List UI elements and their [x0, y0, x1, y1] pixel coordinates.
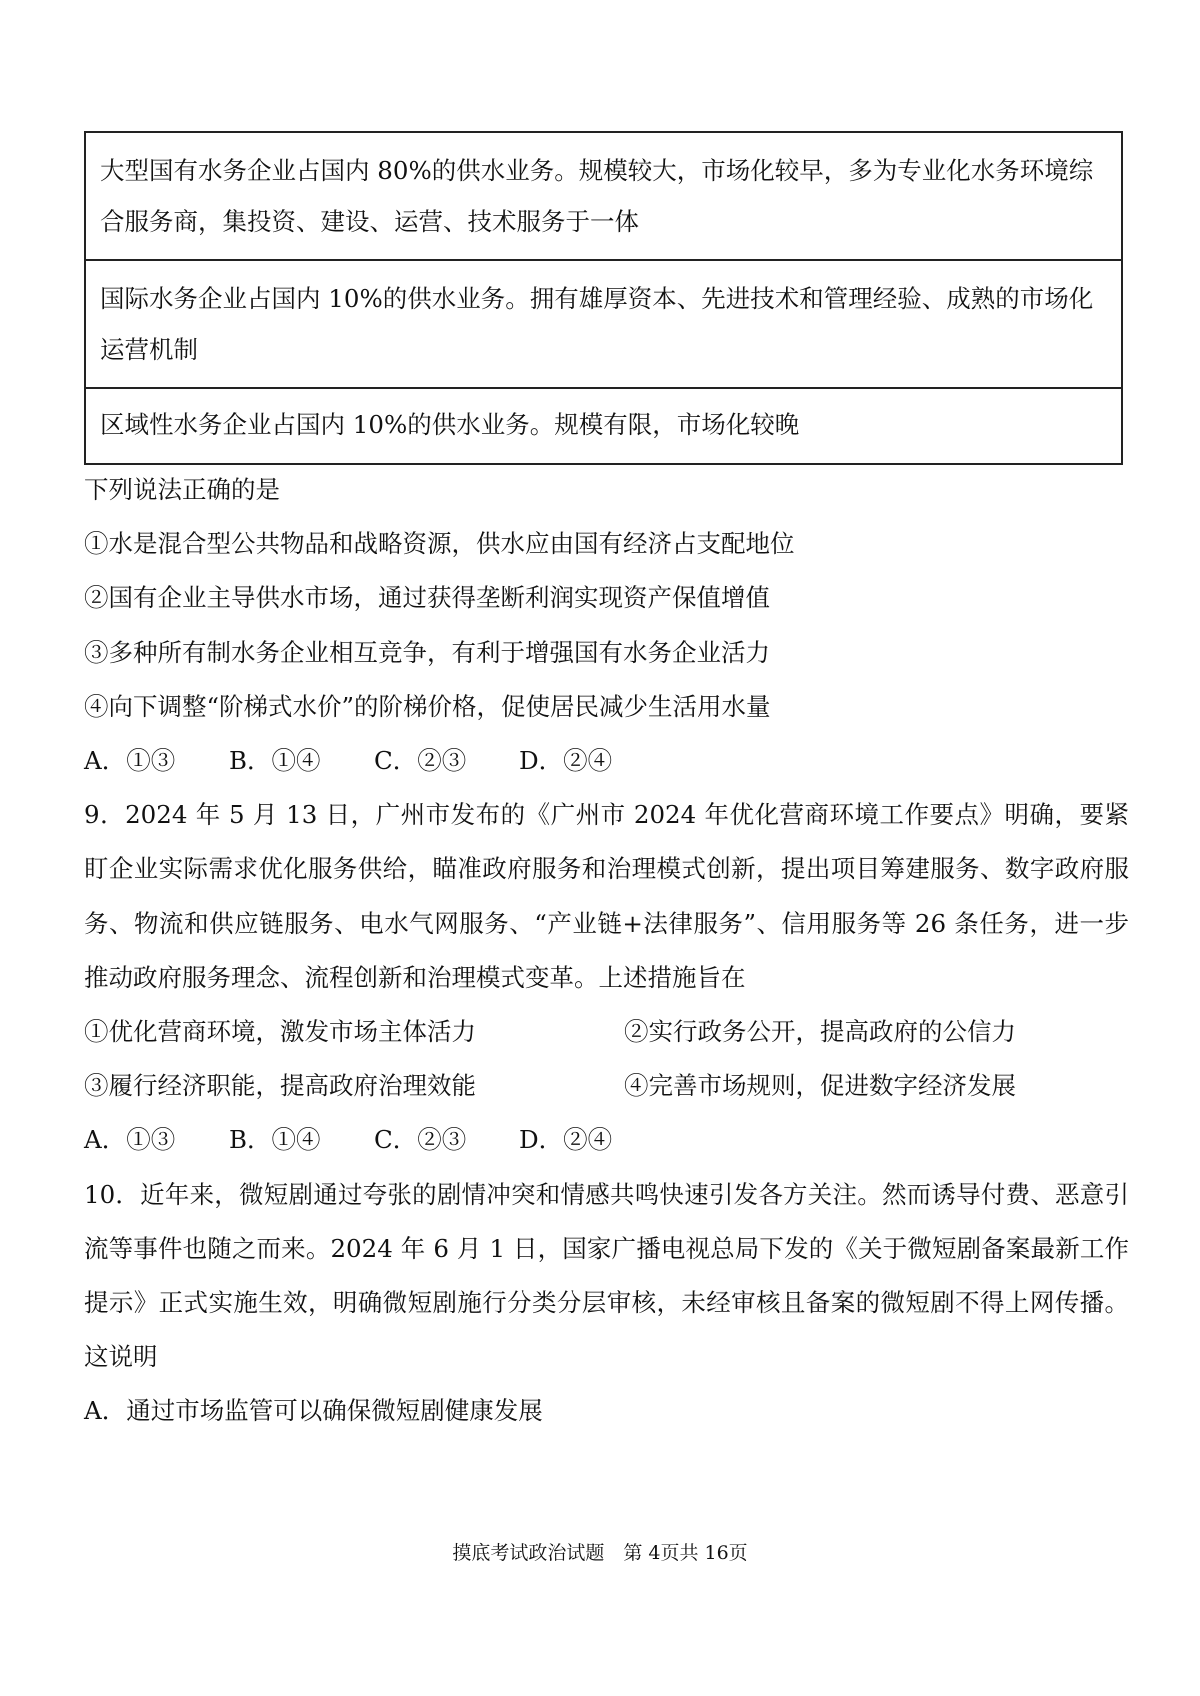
q8-option-d: D．②④	[519, 746, 613, 776]
table-cell-international: 国际水务企业占国内 10%的供水业务。拥有雄厚资本、先进技术和管理经验、成熟的市场化运营机制	[85, 260, 1122, 388]
q8-statement-2: ②国有企业主导供水市场，通过获得垄断利润实现资产保值增值	[84, 583, 770, 613]
q9-options	[84, 1113, 1129, 1167]
q9-option-b: B．①④	[229, 1125, 321, 1155]
q9-statement-2: ②实行政务公开，提高政府的公信力	[624, 1017, 1016, 1047]
question-body	[84, 463, 1129, 1439]
q8-statement-4: ④向下调整“阶梯式水价”的阶梯价格，促使居民减少生活用水量	[84, 691, 771, 721]
water-enterprise-table	[84, 131, 1123, 465]
q8-options	[84, 734, 1129, 788]
q8-statement-1: ①水是混合型公共物品和战略资源，供水应由国有经济占支配地位	[84, 529, 795, 559]
q8-option-a: A．①③	[84, 746, 176, 776]
q9-stem: 9．2024 年 5 月 13 日，广州市发布的《广州市 2024 年优化营商环境工作要点》明确，要紧盯企业实际需求优化服务供给，瞄准政府服务和治理模式创新，提出项目筹建服务、数字政府服务、物流和供应链服务、电水气网服务、“产业链+法律服务”、信用服务等 26 条任务，进一步推动政府服务理念、流程创新和治理模式变革。上述措施旨在	[84, 800, 1129, 992]
q9-statements-row-2	[84, 1059, 1129, 1113]
q9-statement-1: ①优化营商环境，激发市场主体活力	[84, 1017, 476, 1047]
table-row	[85, 260, 1122, 388]
q10-option-a: A．通过市场监管可以确保微短剧健康发展	[84, 1396, 543, 1426]
q8-stem: 下列说法正确的是	[84, 475, 280, 504]
q9-statement-3: ③履行经济职能，提高政府治理效能	[84, 1071, 476, 1101]
q8-statement-3: ③多种所有制水务企业相互竞争，有利于增强国有水务企业活力	[84, 637, 770, 667]
q9-option-c: C．②③	[374, 1125, 467, 1155]
q10-stem: 10．近年来，微短剧通过夸张的剧情冲突和情感共鸣快速引发各方关注。然而诱导付费、恶意引流等事件也随之而来。2024 年 6 月 1 日，国家广播电视总局下发的《关于微短剧备案最新工作提示》正式实施生效，明确微短剧施行分类分层审核，未经审核且备案的微短剧不得上网传播。这说明	[84, 1179, 1129, 1372]
q9-option-d: D．②④	[519, 1125, 613, 1155]
q9-option-a: A．①③	[84, 1125, 176, 1155]
q8-option-c: C．②③	[374, 746, 467, 776]
table-cell-regional: 区域性水务企业占国内 10%的供水业务。规模有限，市场化较晚	[85, 388, 1122, 464]
q8-option-b: B．①④	[229, 746, 321, 776]
table-cell-state-owned: 大型国有水务企业占国内 80%的供水业务。规模较大，市场化较早，多为专业化水务环境综合服务商，集投资、建设、运营、技术服务于一体	[85, 132, 1122, 260]
q9-statement-4: ④完善市场规则，促进数字经济发展	[624, 1071, 1016, 1101]
page-footer: 摸底考试政治试题 第 4页共 16页	[452, 1542, 748, 1564]
table-row	[85, 132, 1122, 260]
table-row	[85, 388, 1122, 464]
q9-statements-row-1	[84, 1005, 1129, 1059]
